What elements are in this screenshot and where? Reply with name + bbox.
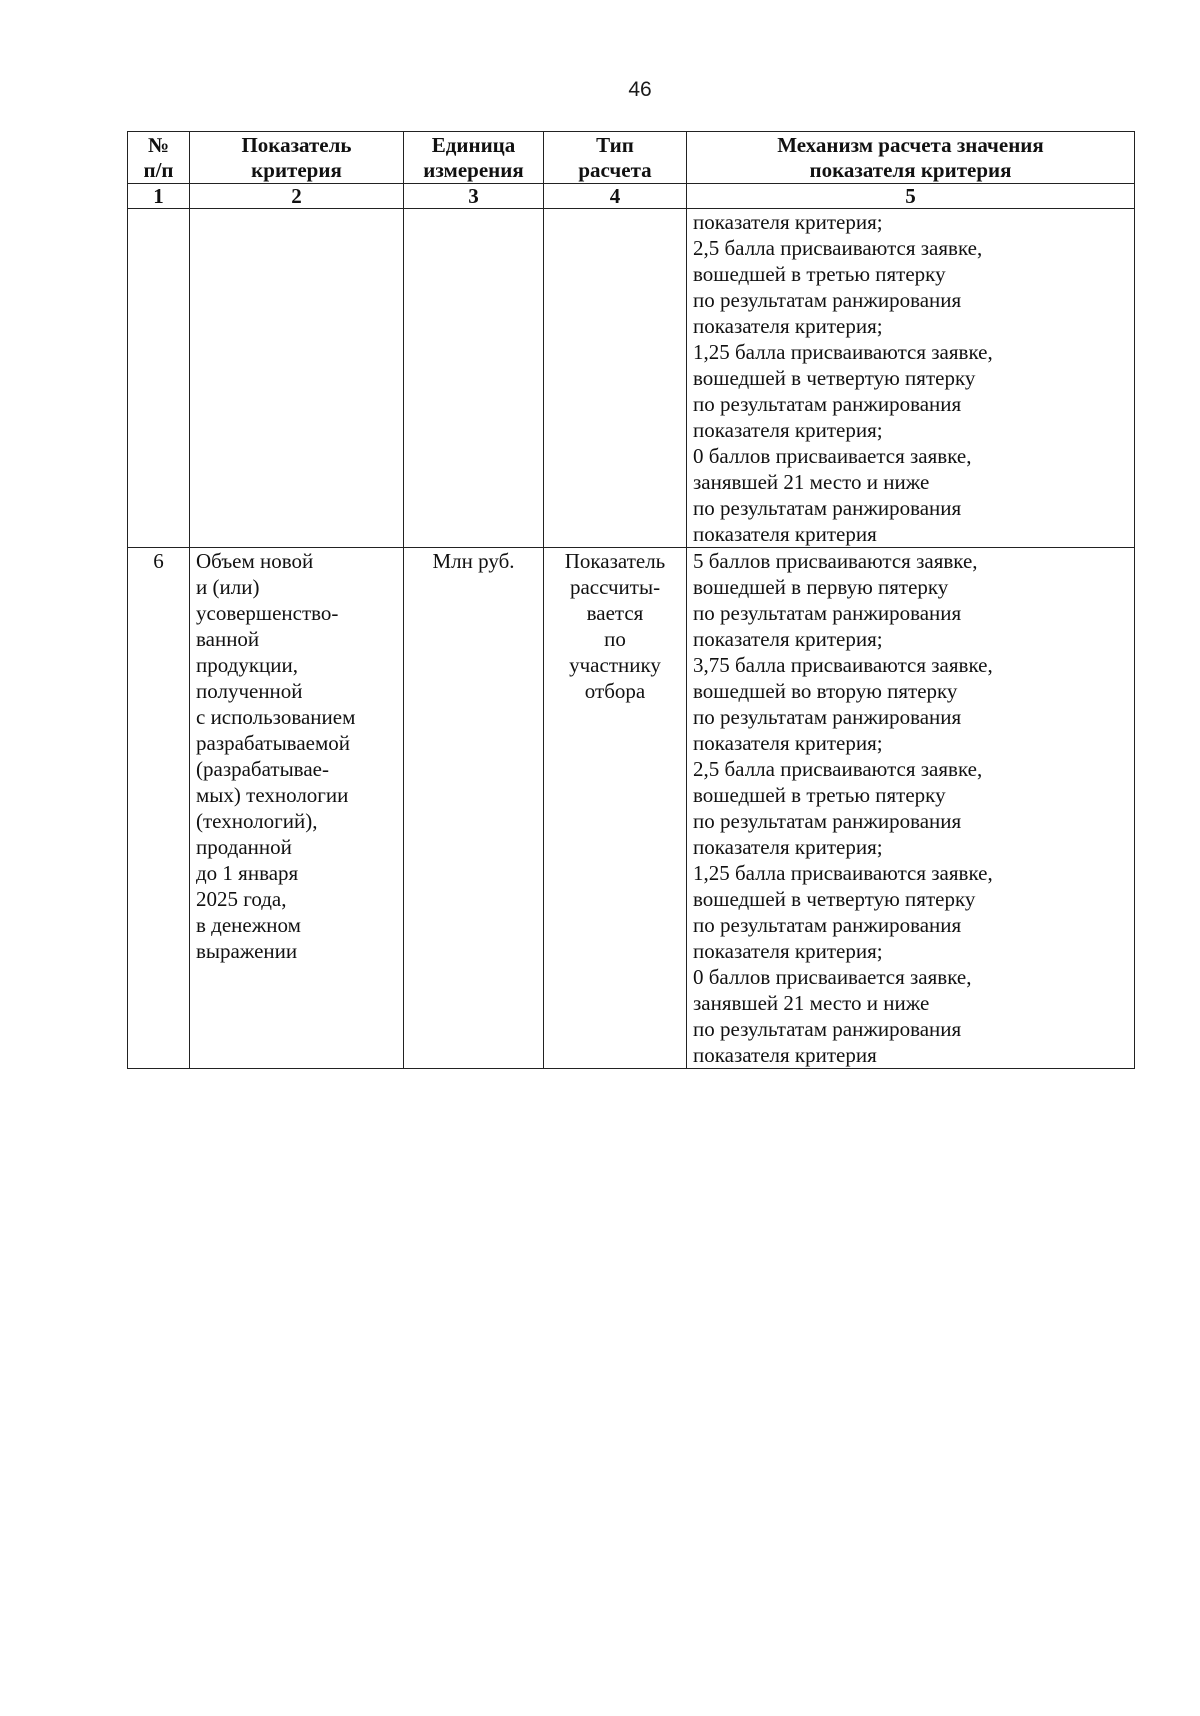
- criteria-table: [127, 131, 1135, 1069]
- unit-cell: Млн руб.: [404, 548, 544, 1069]
- page-number: 46: [628, 78, 652, 101]
- row-number: 6: [128, 548, 190, 1069]
- header-indicator: Показатель критерия: [190, 132, 404, 184]
- column-number: 4: [544, 184, 687, 209]
- header-row: [128, 132, 1135, 184]
- header-unit: Единица измерения: [404, 132, 544, 184]
- table-row-continuation: [128, 209, 1135, 548]
- mechanism-cell: 5 баллов присваиваются заявке, вошедшей в первую пятерку по результатам ранжирования показателя критерия; 3,75 балла присваиваются заявке, вошедшей во вторую пятерку по результатам ранжирования показателя критерия; 2,5 балла присваиваются заявке, вошедшей в третью пятерку по результатам ранжирования показателя критерия; 1,25 балла присваиваются заявке, вошедшей в четвертую пятерку по результатам ранжирования показателя критерия; 0 баллов присваивается заявке, занявшей 21 место и ниже по результатам ранжирования показателя критерия: [687, 548, 1135, 1069]
- header-number: № п/п: [128, 132, 190, 184]
- column-number: 3: [404, 184, 544, 209]
- empty-cell: [190, 209, 404, 548]
- table-row-6: [128, 548, 1135, 1069]
- indicator-cell: Объем новой и (или) усовершенство- ванной продукции, полученной с использованием разрабатываемой (разрабатывае- мых) технологии (технологий), проданной до 1 января 2025 года, в денежном выражении: [190, 548, 404, 1069]
- column-number: 2: [190, 184, 404, 209]
- header-calc-type: Тип расчета: [544, 132, 687, 184]
- empty-cell: [128, 209, 190, 548]
- column-number-row: [128, 184, 1135, 209]
- mechanism-cell: показателя критерия; 2,5 балла присваиваются заявке, вошедшей в третью пятерку по результатам ранжирования показателя критерия; 1,25 балла присваиваются заявке, вошедшей в четвертую пятерку по результатам ранжирования показателя критерия; 0 баллов присваивается заявке, занявшей 21 место и ниже по результатам ранжирования показателя критерия: [687, 209, 1135, 548]
- empty-cell: [404, 209, 544, 548]
- calc-type-cell: Показатель рассчиты- вается по участнику отбора: [544, 548, 687, 1069]
- column-number: 1: [128, 184, 190, 209]
- empty-cell: [544, 209, 687, 548]
- column-number: 5: [687, 184, 1135, 209]
- header-mechanism: Механизм расчета значения показателя критерия: [687, 132, 1135, 184]
